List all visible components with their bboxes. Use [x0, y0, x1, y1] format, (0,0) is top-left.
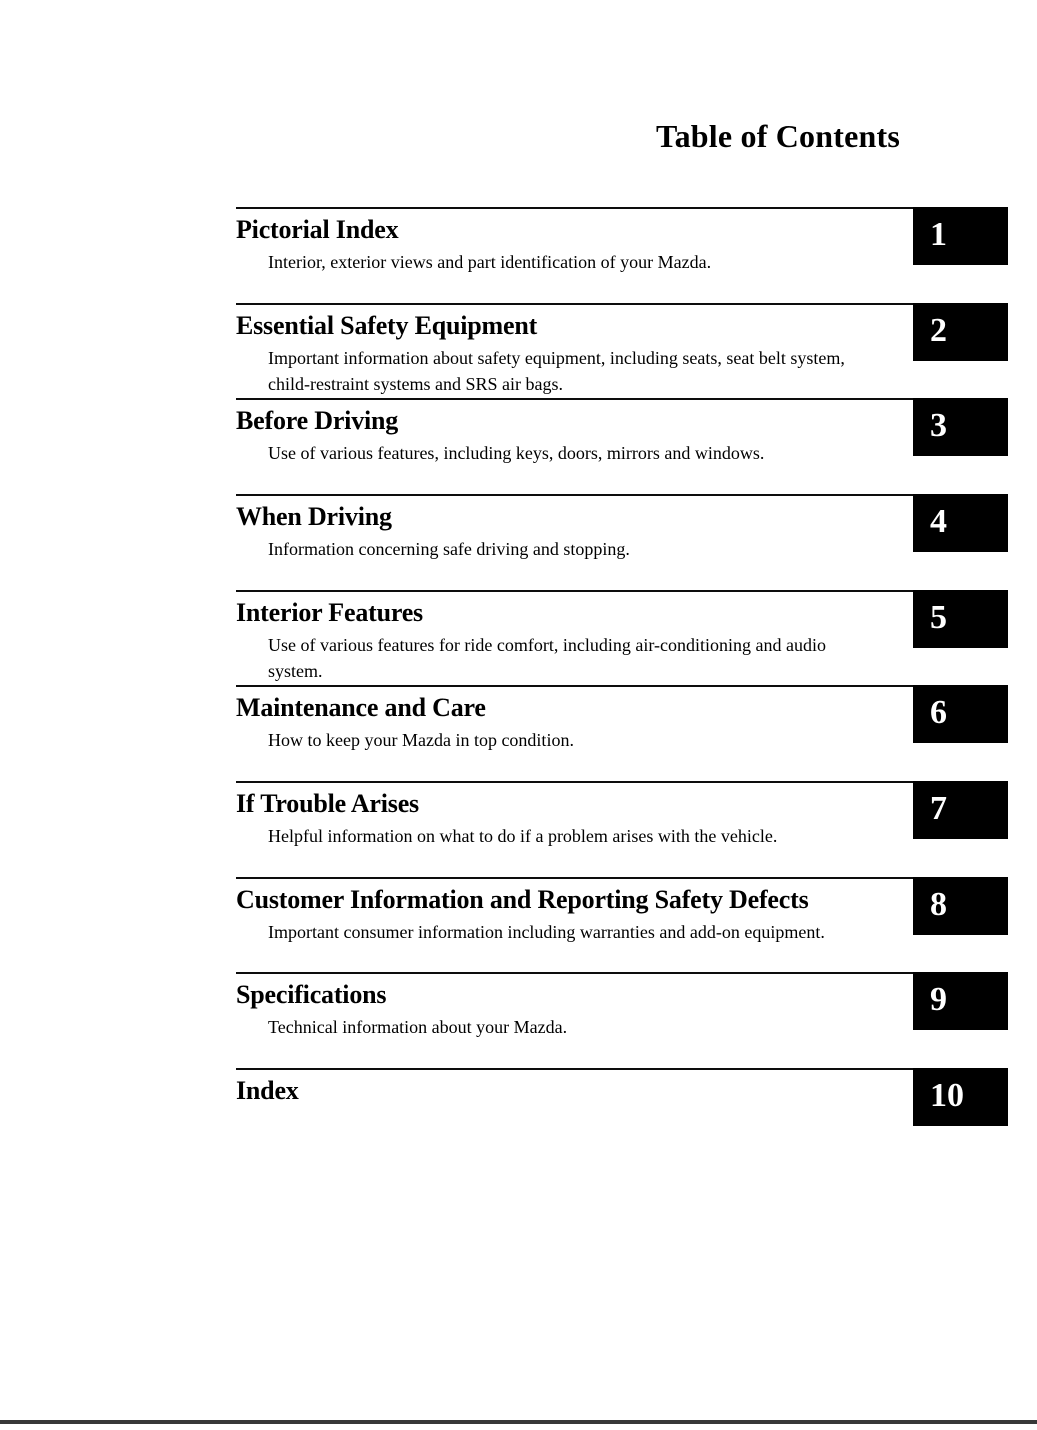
- section-description: Use of various features, including keys, doors, mirrors and windows.: [268, 443, 765, 463]
- chapter-number: 2: [930, 312, 947, 349]
- toc-section-if-trouble-arises: [236, 781, 1008, 849]
- chapter-number: 4: [930, 503, 947, 540]
- section-description: Interior, exterior views and part identification of your Mazda.: [268, 252, 712, 272]
- chapter-tab: [913, 972, 1008, 1030]
- section-title: Specifications: [236, 980, 387, 1009]
- chapter-number: 6: [930, 694, 947, 731]
- chapter-tab: [913, 494, 1008, 552]
- chapter-number: 5: [930, 599, 947, 636]
- chapter-number: 8: [930, 886, 947, 923]
- toc-section-pictorial-index: [236, 207, 1008, 275]
- section-title: When Driving: [236, 502, 392, 531]
- section-title: Before Driving: [236, 406, 399, 435]
- toc-section-interior-features: [236, 590, 1008, 684]
- toc-section-when-driving: [236, 494, 1008, 562]
- chapter-tab: [913, 303, 1008, 361]
- chapter-number: 1: [930, 216, 947, 253]
- section-title: Interior Features: [236, 598, 423, 627]
- section-description: Use of various features for ride comfort, including air-conditioning and audio system.: [268, 635, 826, 681]
- section-description: Important consumer information including warranties and add-on equipment.: [268, 922, 825, 942]
- section-title: Index: [236, 1076, 299, 1105]
- chapter-tab: [913, 685, 1008, 743]
- chapter-number: 3: [930, 407, 947, 444]
- chapter-tab: [913, 207, 1008, 265]
- section-title: If Trouble Arises: [236, 789, 419, 818]
- chapter-number: 9: [930, 981, 947, 1018]
- section-description: Important information about safety equipment, including seats, seat belt system, child-restraint systems and SRS air bags.: [268, 348, 845, 394]
- section-title: Maintenance and Care: [236, 693, 486, 722]
- section-description: How to keep your Mazda in top condition.: [268, 730, 574, 750]
- toc-section-before-driving: [236, 398, 1008, 466]
- toc-section-index: [236, 1068, 1008, 1114]
- toc-section-customer-information: [236, 877, 1008, 945]
- section-title: Customer Information and Reporting Safety Defects: [236, 885, 809, 914]
- page-bottom-edge: [0, 1420, 1037, 1424]
- chapter-tab: [913, 590, 1008, 648]
- toc-section-maintenance-and-care: [236, 685, 1008, 753]
- toc-section-essential-safety-equipment: [236, 303, 1008, 397]
- chapter-tab: [913, 398, 1008, 456]
- chapter-number: 10: [930, 1077, 964, 1114]
- section-description: Information concerning safe driving and stopping.: [268, 539, 630, 559]
- chapter-tab: [913, 1068, 1008, 1126]
- toc-section-specifications: [236, 972, 1008, 1040]
- chapter-tab: [913, 877, 1008, 935]
- toc-section-list: [236, 207, 1008, 1137]
- section-description: Technical information about your Mazda.: [268, 1017, 568, 1037]
- section-title: Pictorial Index: [236, 215, 399, 244]
- page-title: Table of Contents: [656, 118, 901, 154]
- section-title: Essential Safety Equipment: [236, 311, 538, 340]
- chapter-tab: [913, 781, 1008, 839]
- chapter-number: 7: [930, 790, 947, 827]
- section-description: Helpful information on what to do if a problem arises with the vehicle.: [268, 826, 778, 846]
